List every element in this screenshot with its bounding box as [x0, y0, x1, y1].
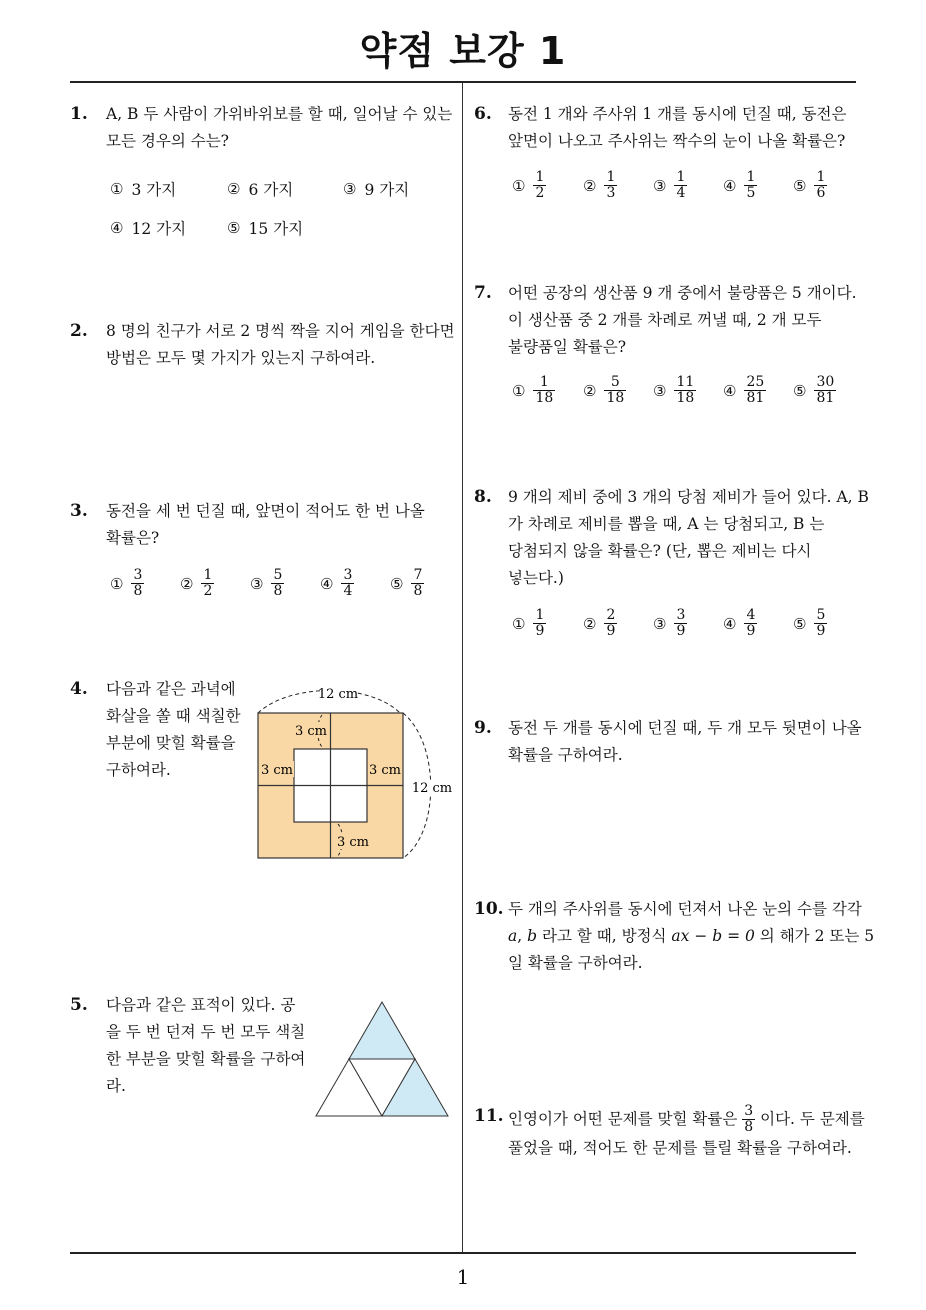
fraction: $\frac{11}{18}$ — [676, 374, 695, 406]
dimension-label-inner-top: 3 cm — [294, 724, 328, 739]
fraction: $\frac{3}{4}$ — [343, 567, 353, 599]
question-line: 화살을 쏠 때 색칠한 — [106, 707, 241, 725]
choice-mark: ④ — [723, 381, 737, 400]
question-line: 당첨되지 않을 확률은? (단, 뽑은 제비는 다시 — [508, 542, 812, 560]
question-line: A, B 두 사람이 가위바위보를 할 때, 일어날 수 있는 — [106, 105, 453, 123]
dimension-label-inner-bottom: 3 cm — [336, 835, 370, 850]
choice-mark: ③ — [653, 381, 667, 400]
choice-mark: ① — [110, 574, 124, 593]
question-number: 2. — [70, 321, 88, 341]
choice-text: 6 가지 — [248, 181, 294, 199]
choice-mark: ② — [583, 614, 597, 633]
question-text — [106, 992, 305, 1100]
question-text — [106, 318, 455, 372]
triangle-target-figure — [314, 1000, 454, 1120]
fraction: $\frac{1}{3}$ — [606, 169, 616, 201]
question-text — [508, 484, 869, 592]
question-10 — [474, 896, 875, 980]
question-9 — [474, 715, 862, 775]
choice-4[interactable] — [110, 217, 186, 239]
fraction: $\frac{1}{5}$ — [746, 169, 756, 201]
choice-2[interactable] — [583, 608, 617, 639]
choice-2[interactable] — [180, 568, 214, 599]
fraction: $\frac{5}{8}$ — [273, 567, 283, 599]
choice-1[interactable] — [512, 608, 546, 639]
fraction: $\frac{1}{4}$ — [676, 169, 686, 201]
question-7 — [474, 280, 859, 364]
top-rule — [70, 81, 856, 83]
choice-text: 12 가지 — [131, 220, 187, 238]
dimension-label-top: 12 cm — [317, 687, 359, 702]
question-line: 두 개의 주사위를 동시에 던져서 나온 눈의 수를 각각 — [508, 900, 862, 918]
bottom-rule — [70, 1252, 856, 1254]
choice-mark: ④ — [320, 574, 334, 593]
question-line: 동전 1 개와 주사위 1 개를 동시에 던질 때, 동전은 — [508, 105, 847, 123]
choice-1[interactable] — [110, 178, 176, 200]
choice-text: 9 가지 — [364, 181, 410, 199]
fraction: $\frac{1}{6}$ — [816, 169, 826, 201]
question-text — [508, 280, 857, 361]
choice-4[interactable] — [320, 568, 354, 599]
question-line: 일 확률을 구하여라. — [508, 954, 643, 972]
choice-5[interactable] — [390, 568, 424, 599]
question-line: 구하여라. — [106, 761, 171, 779]
question-text — [508, 715, 862, 769]
question-text — [106, 101, 452, 155]
question-line: 한 부분을 맞힐 확률을 구하여 — [106, 1050, 306, 1068]
question-8 — [474, 484, 869, 594]
top-triangle-shaded — [349, 1002, 415, 1059]
question-line: 다음과 같은 과녁에 — [106, 680, 236, 698]
fraction: $\frac{25}{81}$ — [746, 374, 765, 406]
question-line: 인영이가 어떤 문제를 맞힐 확률은 $\frac{3}{8}$ 이다. 두 문제를 — [508, 1102, 865, 1135]
choice-text: 15 가지 — [248, 220, 304, 238]
fraction: $\frac{1}{9}$ — [535, 607, 545, 639]
fraction: $\frac{2}{9}$ — [606, 607, 616, 639]
choice-mark: ① — [512, 614, 526, 633]
question-text — [106, 498, 425, 552]
question-line: 확률은? — [106, 529, 160, 547]
choice-mark: ⑤ — [793, 176, 807, 195]
question-line: 동전 두 개를 동시에 던질 때, 두 개 모두 뒷면이 나올 — [508, 719, 862, 737]
dimension-label-inner-right: 3 cm — [368, 763, 402, 778]
question-line: 방법은 모두 몇 가지가 있는지 구하여라. — [106, 349, 376, 367]
choice-mark: ③ — [653, 176, 667, 195]
question-3 — [70, 498, 455, 558]
choice-5[interactable] — [227, 217, 303, 239]
question-line: 라. — [106, 1077, 126, 1095]
choice-5[interactable] — [793, 608, 827, 639]
choice-3[interactable] — [250, 568, 284, 599]
question-5 — [70, 992, 310, 1112]
choice-5[interactable] — [793, 375, 836, 406]
choice-mark: ② — [180, 574, 194, 593]
choice-mark: ① — [512, 176, 526, 195]
question-number: 7. — [474, 283, 492, 303]
question-number: 5. — [70, 995, 88, 1015]
fraction: $\frac{1}{2}$ — [535, 169, 545, 201]
dimension-label-right: 12 cm — [411, 781, 453, 796]
fraction: $\frac{5}{18}$ — [606, 374, 625, 406]
question-line: 어떤 공장의 생산품 9 개 중에서 불량품은 5 개이다. — [508, 284, 857, 302]
choice-mark: ② — [583, 381, 597, 400]
question-number: 11. — [474, 1106, 504, 1126]
choice-3[interactable] — [653, 608, 687, 639]
question-line: 풀었을 때, 적어도 한 문제를 틀릴 확률을 구하여라. — [508, 1139, 852, 1157]
column-divider — [462, 83, 463, 1253]
target-figure — [250, 683, 460, 863]
choice-mark: ① — [110, 180, 124, 198]
page-title: 약점 보강 1 — [359, 29, 567, 73]
choice-2[interactable] — [583, 170, 617, 201]
fraction: $\frac{30}{81}$ — [816, 374, 835, 406]
choice-text: 3 가지 — [131, 181, 177, 199]
choice-1[interactable] — [512, 170, 546, 201]
choice-mark: ① — [512, 381, 526, 400]
question-line: a, b 라고 할 때, 방정식 ax − b = 0 의 해가 2 또는 5 — [508, 927, 875, 945]
equation: ax − b = 0 — [671, 927, 755, 945]
choice-mark: ④ — [723, 176, 737, 195]
question-4 — [70, 676, 250, 796]
question-number: 10. — [474, 899, 504, 919]
choice-mark: ③ — [250, 574, 264, 593]
choice-3[interactable] — [343, 178, 409, 200]
dimension-label-inner-left: 3 cm — [260, 763, 294, 778]
question-number: 4. — [70, 679, 88, 699]
fraction: $\frac{3}{8}$ — [133, 567, 143, 599]
choice-5[interactable] — [793, 170, 827, 201]
question-line: 다음과 같은 표적이 있다. 공 — [106, 996, 296, 1014]
question-line: 앞면이 나오고 주사위는 짝수의 눈이 나올 확률은? — [508, 132, 846, 150]
question-line: 넣는다.) — [508, 569, 564, 587]
choice-mark: ⑤ — [227, 219, 241, 237]
question-line: 이 생산품 중 2 개를 차례로 꺼낼 때, 2 개 모두 — [508, 311, 822, 329]
question-number: 9. — [474, 718, 492, 738]
choice-3[interactable] — [653, 170, 687, 201]
choice-4[interactable] — [723, 375, 766, 406]
fraction: $\frac{4}{9}$ — [746, 607, 756, 639]
question-line: 부분에 맞힐 확률을 — [106, 734, 236, 752]
question-line: 을 두 번 던져 두 번 모두 색칠 — [106, 1023, 306, 1041]
choice-mark: ④ — [110, 219, 124, 237]
fraction: $\frac{3}{9}$ — [676, 607, 686, 639]
choice-mark: ⑤ — [793, 381, 807, 400]
fraction: $\frac{5}{9}$ — [816, 607, 826, 639]
question-line: 9 개의 제비 중에 3 개의 당첨 제비가 들어 있다. A, B — [508, 488, 869, 506]
fraction: $\frac{3}{8}$ — [744, 1102, 754, 1135]
choice-2[interactable] — [227, 178, 293, 200]
question-number: 3. — [70, 501, 88, 521]
question-text — [508, 1103, 865, 1162]
question-text — [508, 101, 847, 155]
question-text — [508, 896, 874, 977]
question-line: 가 차례로 제비를 뽑을 때, A 는 당첨되고, B 는 — [508, 515, 825, 533]
choice-mark: ⑤ — [390, 574, 404, 593]
choice-mark: ② — [583, 176, 597, 195]
choice-1[interactable] — [512, 375, 555, 406]
question-text — [106, 676, 241, 784]
question-number: 1. — [70, 104, 88, 124]
question-line: 확률을 구하여라. — [508, 746, 623, 764]
choice-mark: ③ — [343, 180, 357, 198]
choice-3[interactable] — [653, 375, 696, 406]
choice-1[interactable] — [110, 568, 144, 599]
question-6 — [474, 101, 859, 161]
question-line: 모든 경우의 수는? — [106, 132, 229, 150]
question-2 — [70, 318, 455, 378]
fraction: $\frac{7}{8}$ — [413, 567, 423, 599]
question-line: 불량품일 확률은? — [508, 338, 627, 356]
choice-mark: ③ — [653, 614, 667, 633]
question-number: 6. — [474, 104, 492, 124]
page-number: 1 — [456, 1265, 470, 1289]
choice-2[interactable] — [583, 375, 626, 406]
choice-mark: ⑤ — [793, 614, 807, 633]
choice-mark: ④ — [723, 614, 737, 633]
choice-mark: ② — [227, 180, 241, 198]
question-line: 8 명의 친구가 서로 2 명씩 짝을 지어 게임을 한다면 — [106, 322, 455, 340]
choice-4[interactable] — [723, 170, 757, 201]
choice-4[interactable] — [723, 608, 757, 639]
fraction: $\frac{1}{2}$ — [203, 567, 213, 599]
question-number: 8. — [474, 487, 492, 507]
fraction: $\frac{1}{18}$ — [535, 374, 554, 406]
question-11 — [474, 1102, 865, 1163]
question-line: 동전을 세 번 던질 때, 앞면이 적어도 한 번 나올 — [106, 502, 425, 520]
